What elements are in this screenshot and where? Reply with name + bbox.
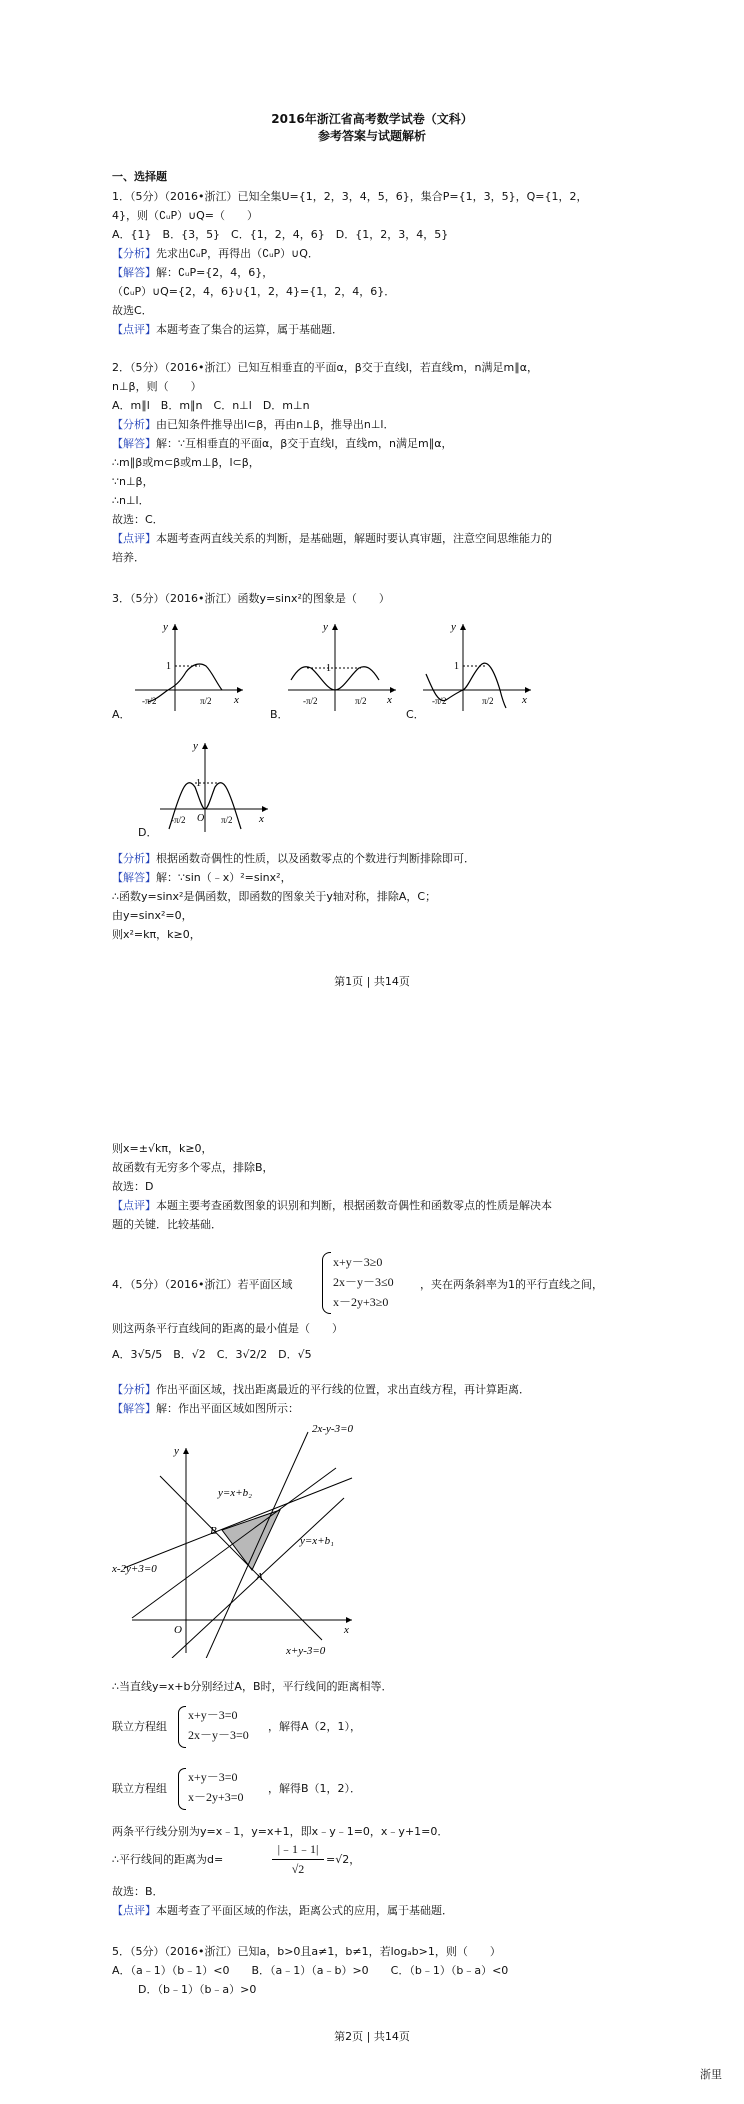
q4-system-b-pre: 联立方程组 <box>112 1782 167 1795</box>
analysis-tag: 【分析】 <box>112 247 156 260</box>
q3-label-a: A． <box>112 708 131 721</box>
analysis-tag: 【分析】 <box>112 1383 156 1396</box>
graph-b-neg-tick: -π/2 <box>303 696 318 706</box>
q2-comment-line2: 培养． <box>112 551 145 564</box>
graph-b-x-label: x <box>387 694 392 706</box>
q3-cont-comment-line1: 本题主要考查函数图象的识别和判断，根据函数奇偶性和函数零点的性质是解决本 <box>156 1199 552 1212</box>
page-footer: 第2页 | 共14页 <box>334 2030 410 2043</box>
comment-tag: 【点评】 <box>112 532 156 545</box>
graph-option-a <box>130 618 250 713</box>
q3-cont-comment-line2: 题的关键．比较基础． <box>112 1218 222 1231</box>
fig-point-b: B <box>210 1525 217 1537</box>
fig-origin: O <box>174 1624 182 1636</box>
q2-analysis: 由已知条件推导出l⊂β，再由n⊥β，推导出n⊥l． <box>156 418 395 431</box>
q4-answer-line1: 解：作出平面区域如图所示： <box>156 1402 299 1415</box>
q5-options-line2: D．（b﹣1）（b﹣a）>0 <box>138 1983 257 1996</box>
q4-distance-pre: ∴平行线间的距离为d= <box>112 1853 224 1866</box>
q4-system-a-brace <box>178 1706 186 1748</box>
q3-answer-line1: 解：∵sin（﹣x）²=sinx²， <box>156 871 292 884</box>
fig-label-2x-y-3: 2x-y-3=0 <box>312 1423 354 1435</box>
graph-c-x-label: x <box>522 694 527 706</box>
q3-stem: 3．（5分）（2016•浙江）函数y=sinx²的图象是（ ） <box>112 592 390 605</box>
graph-option-c <box>418 618 538 713</box>
q4-system-a-eq1: x+y－3=0 <box>188 1708 238 1722</box>
fig-label-y-x-b1: y=x+b₁ <box>300 1535 334 1547</box>
q3-analysis: 根据函数奇偶性的性质，以及函数零点的个数进行判断排除即可． <box>156 852 475 865</box>
fig-label-x-y-3: x+y-3=0 <box>286 1645 326 1657</box>
graph-option-b <box>283 618 403 713</box>
q2-comment-line1: 本题考查两直线关系的判断，是基础题，解题时要认真审题，注意空间思维能力的 <box>156 532 552 545</box>
q3-cont-choice: 故选：D <box>112 1180 154 1193</box>
q3-label-b: B． <box>270 708 289 721</box>
fig-label-x-2y-3: x-2y+3=0 <box>112 1563 157 1575</box>
q4-comment: 本题考查了平面区域的作法，距离公式的应用，属于基础题． <box>156 1904 453 1917</box>
graph-d-pos-tick: π/2 <box>221 815 233 825</box>
q2-choice: 故选：C． <box>112 513 164 526</box>
q3-answer-line2: ∴函数y=sinx²是偶函数，即函数的图象关于y轴对称，排除A，C； <box>112 890 437 903</box>
page-1 <box>0 0 744 1040</box>
graph-b-y-label: y <box>323 621 328 633</box>
q4-choice: 故选：B． <box>112 1885 164 1898</box>
section-heading: 一、选择题 <box>112 170 167 183</box>
graph-d-neg-tick: -π/2 <box>171 815 186 825</box>
answer-tag: 【解答】 <box>112 1402 156 1415</box>
q3-answer-line4: 则x²=kπ，k≥0， <box>112 928 201 941</box>
q4-system-b-eq2: x－2y+3=0 <box>188 1790 244 1804</box>
q3-label-c: C． <box>406 708 425 721</box>
comment-tag: 【点评】 <box>112 1904 156 1917</box>
q4-stem-post: ，夹在两条斜率为1的平行直线之间， <box>420 1278 603 1291</box>
feasible-region <box>222 1510 280 1570</box>
q4-analysis: 作出平面区域，找出距离最近的平行线的位置，求出直线方程，再计算距离． <box>156 1383 530 1396</box>
graph-a-one-label: 1 <box>166 661 171 672</box>
fig-axis-y: y <box>174 1445 179 1457</box>
graph-a-pos-tick: π/2 <box>200 696 212 706</box>
page-footer: 第1页 | 共14页 <box>334 975 410 988</box>
region-figure <box>112 1418 362 1658</box>
graph-d-x-label: x <box>259 813 264 825</box>
q2-answer-line1: 解：∵互相垂直的平面α，β交于直线l，直线m，n满足m∥α， <box>156 437 453 450</box>
q2-stem-line2: n⊥β，则（ ） <box>112 380 202 393</box>
q2-answer-line3: ∵n⊥β， <box>112 475 154 488</box>
q2-answer-line2: ∴m∥β或m⊂β或m⊥β，l⊂β， <box>112 456 260 469</box>
q1-stem-line1: 1．（5分）（2016•浙江）已知全集U={1，2，3，4，5，6}，集合P={1，3，5}，Q={1，2， <box>112 190 588 203</box>
q4-system-a-eq2: 2x－y－3=0 <box>188 1728 249 1742</box>
graph-b-one-label: 1 <box>326 663 331 674</box>
document-title: 2016年浙江省高考数学试卷（文科） <box>271 112 473 126</box>
q4-system-eq3: x－2y+3≥0 <box>333 1295 389 1309</box>
document-subtitle: 参考答案与试题解析 <box>317 129 426 143</box>
q1-analysis: 先求出∁ᵤP，再得出（∁ᵤP）∪Q． <box>156 247 319 260</box>
graph-c-neg-tick: -π/2 <box>432 696 447 706</box>
fig-axis-x: x <box>344 1624 349 1636</box>
analysis-tag: 【分析】 <box>112 852 156 865</box>
corner-watermark: 浙里 <box>700 2068 722 2081</box>
q4-after-figure: ∴当直线y=x+b分别经过A，B时，平行线间的距离相等． <box>112 1680 393 1693</box>
answer-tag: 【解答】 <box>112 437 156 450</box>
comment-tag: 【点评】 <box>112 323 156 336</box>
q3-label-d: D． <box>138 826 158 839</box>
q4-system-eq2: 2x－y－3≤0 <box>333 1275 394 1289</box>
q4-stem-pre: 4．（5分）（2016•浙江）若平面区域 <box>112 1278 293 1291</box>
q4-system-brace <box>322 1252 331 1314</box>
q4-system-a-post: ，解得A（2，1）， <box>268 1720 362 1733</box>
graph-option-d <box>155 737 275 837</box>
page-2 <box>0 1120 744 2104</box>
graph-d-y-label: y <box>193 740 198 752</box>
graph-d-one-label: 1 <box>196 778 201 789</box>
q4-parallel-lines: 两条平行线分别为y=x﹣1，y=x+1，即x﹣y﹣1=0，x﹣y+1=0． <box>112 1825 449 1838</box>
q4-system-b-eq1: x+y－3=0 <box>188 1770 238 1784</box>
fig-point-a: A <box>256 1571 263 1583</box>
graph-a-neg-tick: -π/2 <box>142 696 157 706</box>
fig-label-y-x-b2: y=x+b₂ <box>218 1487 252 1499</box>
graph-a-x-label: x <box>234 694 239 706</box>
q4-system-eq1: x+y－3≥0 <box>333 1255 383 1269</box>
q1-answer-line2: （∁ᵤP）∪Q={2，4，6}∪{1，2，4}={1，2，4，6}． <box>112 285 396 298</box>
graph-b-pos-tick: π/2 <box>355 696 367 706</box>
graph-c-y-label: y <box>451 621 456 633</box>
q4-options: A．3√5/5 B．√2 C．3√2/2 D．√5 <box>112 1348 312 1361</box>
graph-c-one-label: 1 <box>454 661 459 672</box>
comment-tag: 【点评】 <box>112 1199 156 1212</box>
q4-system-b-brace <box>178 1768 186 1810</box>
q1-comment: 本题考查了集合的运算，属于基础题． <box>156 323 343 336</box>
q2-stem-line1: 2．（5分）（2016•浙江）已知互相垂直的平面α，β交于直线l，若直线m，n满足m∥α， <box>112 361 538 374</box>
q4-distance-numerator: |﹣1﹣1| <box>277 1842 319 1856</box>
q5-stem: 5．（5分）（2016•浙江）已知a，b>0且a≠1，b≠1，若logₐb>1，则（ ） <box>112 1945 501 1958</box>
q1-options: A．{1} B．{3，5} C．{1，2，4，6} D．{1，2，3，4，5} <box>112 228 449 241</box>
q4-system-a-pre: 联立方程组 <box>112 1720 167 1733</box>
q4-fraction-bar <box>272 1859 324 1860</box>
q4-distance-denominator: √2 <box>291 1862 305 1876</box>
answer-tag: 【解答】 <box>112 871 156 884</box>
q1-answer-line1: 解：∁ᵤP={2，4，6}， <box>156 266 274 279</box>
q5-options-line1: A．（a﹣1）（b﹣1）<0 B．（a﹣1）（a﹣b）>0 C．（b﹣1）（b﹣a）<0 <box>112 1964 509 1977</box>
q3-cont-line1: 则x=±√kπ，k≥0， <box>112 1142 213 1155</box>
analysis-tag: 【分析】 <box>112 418 156 431</box>
q4-distance-post: =√2， <box>326 1853 361 1866</box>
answer-tag: 【解答】 <box>112 266 156 279</box>
q2-answer-line4: ∴n⊥l． <box>112 494 150 507</box>
q4-stem-line2: 则这两条平行直线间的距离的最小值是（ ） <box>112 1322 343 1335</box>
q1-choice: 故选C． <box>112 304 153 317</box>
graph-a-y-label: y <box>163 621 168 633</box>
q4-system-b-post: ，解得B（1，2）． <box>268 1782 362 1795</box>
q3-cont-line2: 故函数有无穷多个零点，排除B， <box>112 1161 274 1174</box>
q2-options: A．m∥l B．m∥n C．n⊥l D．m⊥n <box>112 399 310 412</box>
q3-answer-line3: 由y=sinx²=0， <box>112 909 193 922</box>
graph-c-pos-tick: π/2 <box>482 696 494 706</box>
q1-stem-line2: 4}，则（∁ᵤP）∪Q=（ ） <box>112 209 259 222</box>
graph-d-origin-label: O <box>197 813 205 824</box>
